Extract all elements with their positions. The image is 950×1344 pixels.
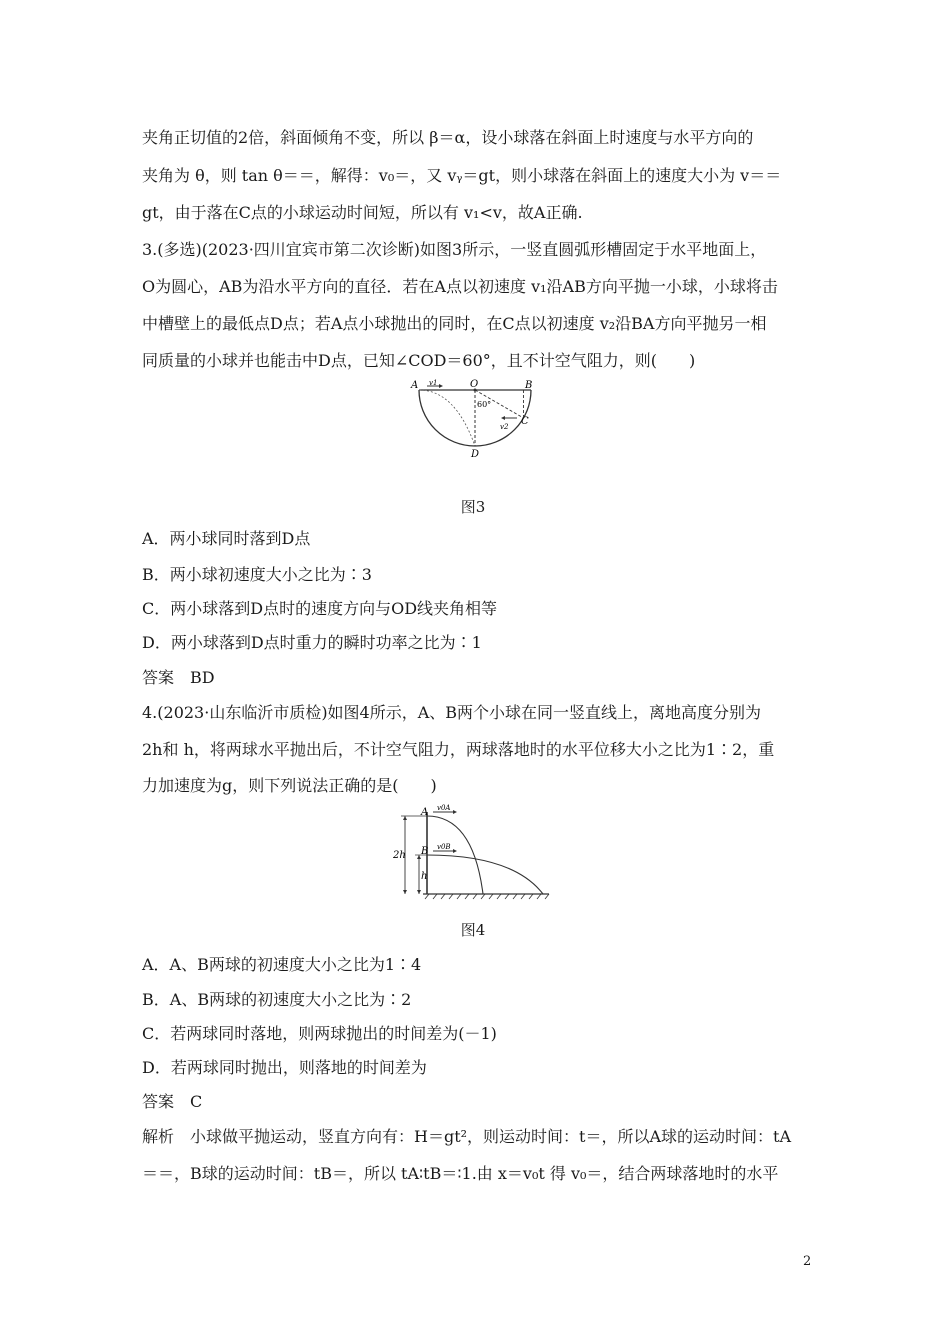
arrow-vb-head (453, 849, 457, 853)
arrow-v1-head (439, 384, 443, 388)
label-a: A (411, 380, 419, 391)
answer-4: 答案 C (142, 1092, 203, 1111)
text-line: 夹角正切值的2倍，斜面倾角不变，所以 β＝α，设小球落在斜面上时速度与水平方向的 (142, 128, 754, 147)
label-v2: v2 (500, 423, 509, 431)
question-3-stem: 3.(多选)(2023·四川宜宾市第二次诊断)如图3所示，一竖直圆弧形槽固定于水平地面上， (142, 240, 767, 259)
label-o: O (470, 379, 479, 390)
trajectory-a (419, 390, 475, 446)
explanation-line: 解析 小球做平抛运动，竖直方向有：H＝gt²，则运动时间：t＝，所以A球的运动时间：tA (142, 1127, 792, 1146)
label-c: C (521, 416, 529, 427)
label-vb: v0B (437, 843, 451, 851)
label-2h: 2h (393, 850, 406, 861)
answer-3: 答案 BD (142, 668, 215, 687)
option-c: C．若两球同时落地，则两球抛出的时间差为(－1) (142, 1024, 497, 1043)
arrow-h-bottom (417, 890, 421, 894)
text-line: 中槽壁上的最低点D点；若A点小球抛出的同时，在C点以初速度 v₂沿BA方向平抛另一相 (142, 314, 767, 333)
figure-3-diagram (405, 376, 545, 462)
option-d: D．两小球落到D点时重力的瞬时功率之比为∶1 (142, 633, 482, 652)
label-h: h (421, 871, 428, 882)
text-line: 夹角为 θ，则 tan θ＝＝，解得：v₀＝，又 vᵧ＝gt，则小球落在斜面上的速度大小为 v＝＝ (142, 166, 782, 185)
label-b: B (525, 380, 533, 391)
arrow-v2-head (501, 416, 505, 420)
label-b: B (421, 846, 429, 857)
question-4-stem: 4.(2023·山东临沂市质检)如图4所示，A、B两个小球在同一竖直线上，离地高度分别为 (142, 703, 762, 722)
option-a: A．A、B两球的初速度大小之比为1∶4 (142, 955, 422, 974)
explanation-line: ＝＝，B球的运动时间：tB＝，所以 tA∶tB＝∶1.由 x＝v₀t 得 v₀＝，结合两球落地时的水平 (142, 1164, 779, 1183)
text-line: 力加速度为g，则下列说法正确的是( ) (142, 776, 437, 795)
option-b: B．两小球初速度大小之比为∶3 (142, 565, 372, 584)
option-a: A．两小球同时落到D点 (142, 529, 311, 548)
label-d: D (471, 449, 480, 460)
trajectory-b (427, 855, 543, 894)
text-line: gt，由于落在C点的小球运动时间短，所以有 v₁<v，故A正确. (142, 203, 583, 222)
option-d: D．若两球同时抛出，则落地的时间差为 (142, 1058, 427, 1077)
text-line: 同质量的小球并也能击中D点，已知∠COD＝60°，且不计空气阻力，则( ) (142, 351, 696, 370)
arrow-2h-top (403, 816, 407, 820)
text-line: 2h和 h，将两球水平抛出后，不计空气阻力，两球落地时的水平位移大小之比为1∶2，重 (142, 740, 775, 759)
label-a: A (421, 807, 429, 818)
figure-3-caption: 图3 (460, 498, 486, 516)
option-b: B．A、B两球的初速度大小之比为∶2 (142, 990, 412, 1009)
option-c: C．两小球落到D点时的速度方向与OD线夹角相等 (142, 599, 498, 618)
page-number: 2 (803, 1254, 812, 1269)
label-va: v0A (437, 804, 451, 812)
arrow-va-head (453, 810, 457, 814)
figure-4-caption: 图4 (460, 921, 486, 939)
label-v1: v1 (429, 379, 438, 387)
text-line: O为圆心，AB为沿水平方向的直径．若在A点以初速度 v₁沿AB方向平抛一小球，小球将击 (142, 277, 778, 296)
ground-hatching (425, 894, 549, 899)
figure-4-diagram (393, 804, 553, 906)
label-angle: 60° (477, 400, 492, 409)
arrow-2h-bottom (403, 890, 407, 894)
